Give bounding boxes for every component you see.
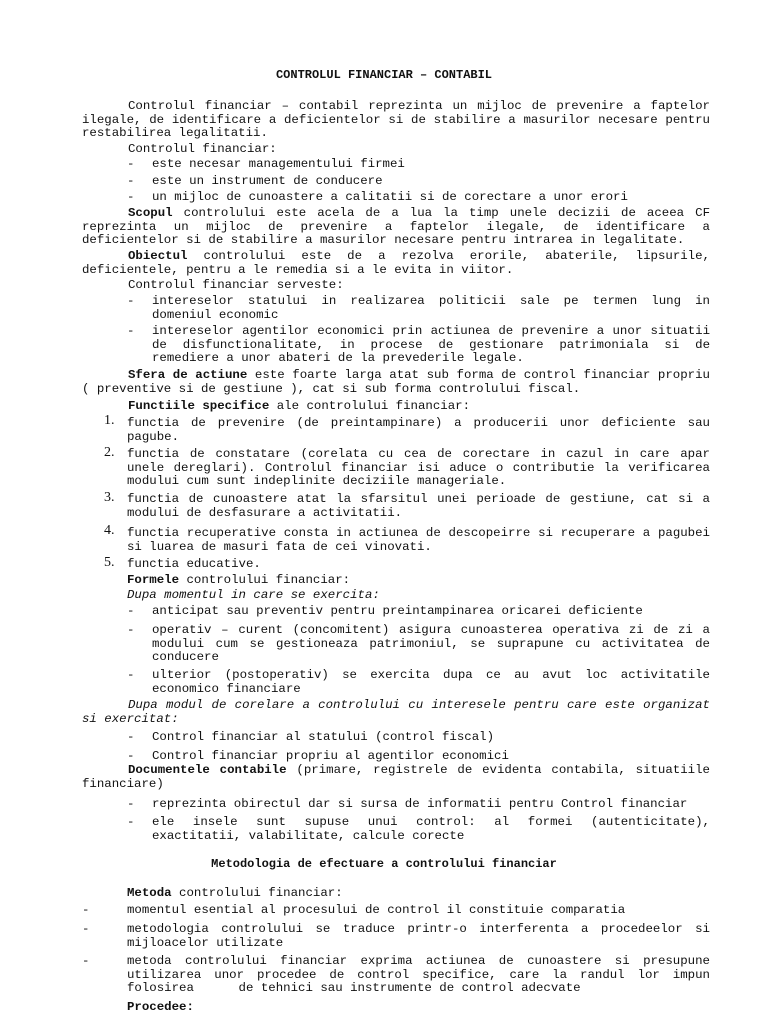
dupa-moment-label (127, 589, 710, 603)
dupa-modul-text: Dupa modul de corelare a controlului cu interesele pentru care este organizat si exercitat: (82, 698, 710, 726)
functiile-text: ale controlului financiar: (269, 399, 471, 413)
metoda-term: Metoda (127, 886, 172, 900)
list-item: intereselor agentilor economici prin actiunea de prevenire a unor situatii de disfunctionalitate, in procese de gestionare patrimoniala si de remediere a unor abateri de la prevederile legale. (152, 324, 710, 366)
sfera-text: este foarte larga atat sub forma de control financiar propriu ( preventive si de gestiune ), cat si sub forma controlului fiscal. (82, 368, 710, 396)
numbered-item: functia educative. (127, 557, 261, 571)
list-number: 2. (104, 445, 115, 460)
numbered-item: functia de prevenire (de preintampinare) a producerii unor deficiente sau pagube. (127, 416, 710, 444)
sfera-paragraph (82, 369, 710, 396)
bullet-marker: - (127, 749, 135, 763)
bullet-marker: - (127, 324, 135, 338)
list-item: un mijloc de cunoastere a calitatii si de corectare a unor erori (152, 190, 628, 204)
sfera-term: Sfera de actiune (128, 368, 248, 382)
bullet-marker: - (127, 294, 135, 308)
bullet-marker: - (82, 903, 90, 917)
obiectul-text: controlului este de a rezolva erorile, abaterile, lipsurile, deficientele, pentru a le remedia si a le evita in viitor. (82, 249, 710, 277)
scopul-term: Scopul (128, 206, 173, 220)
list-item: Control financiar al statului (control fiscal) (152, 730, 495, 744)
documentele-paragraph (82, 764, 710, 791)
list-number: 5. (104, 555, 115, 570)
metoda-label (127, 887, 710, 901)
formele-term: Formele (127, 573, 180, 587)
list-item: intereselor statului in realizarea politicii sale pe termen lung in domeniul economic (152, 294, 710, 322)
bullet-marker: - (127, 174, 135, 188)
procedee-term: Procedee: (127, 1000, 194, 1014)
list-number: 4. (104, 523, 115, 538)
list-item: este necesar managementului firmei (152, 157, 405, 171)
dupa-moment-text: Dupa momentul in care se exercita: (127, 588, 380, 602)
procedee-label (127, 1001, 710, 1015)
list-item: operativ – curent (concomitent) asigura cunoasterea operativa zi de zi a modului cum se gestioneaza patrimoniul, se suprapune cu activitatea de conducere (152, 623, 710, 665)
bullet-marker: - (127, 604, 135, 618)
list-number: 1. (104, 413, 115, 428)
numbered-item: functia de cunoastere atat la sfarsitul unei perioade de gestiune, cat si a modului de desfasurare a activitatii. (127, 492, 710, 520)
numbered-item: functia de constatare (corelata cu cea de corectare in cazul in care apar unele dereglari). Controlul financiar isi aduce o contributie la verificarea modului cum sunt indeplinite deciziile manageriale. (127, 447, 710, 489)
bullet-marker: - (82, 922, 90, 936)
serveste-label: Controlul financiar serveste: (128, 278, 344, 292)
documentele-text: (primare, registrele de evidenta contabila, situatiile financiare) (82, 763, 710, 791)
bullet-marker: - (127, 797, 135, 811)
list-item: metodologia controlului se traduce printr-o interferenta a procedeelor si mijloacelor utilizate (127, 922, 710, 950)
section-title: Metodologia de efectuare a controlului financiar (211, 857, 557, 871)
dupa-modul-paragraph (82, 699, 710, 726)
list-item: anticipat sau preventiv pentru preintampinarea oricarei deficiente (152, 604, 643, 618)
list-item: este un instrument de conducere (152, 174, 383, 188)
formele-label (127, 574, 710, 588)
scopul-paragraph (82, 207, 710, 248)
list-item: momentul esential al procesului de control il constituie comparatia (127, 903, 626, 917)
scopul-text: controlului este acela de a lua la timp unele decizii de aceea CF reprezinta un mijloc de prevenire a faptelor ilegale, de identificare a deficientelor si de stabilire a masurilor necesare pentru intrarea in legalitate. (82, 206, 710, 248)
list-number: 3. (104, 490, 115, 505)
list-item: metoda controlului financiar exprima actiunea de cunoastere si presupune utilizarea unor procedee de control specifice, care la randul lor impun folosirea de tehnici sau instrumente de control adecvate (127, 954, 718, 996)
bullet-marker: - (127, 730, 135, 744)
bullet-marker: - (127, 623, 135, 637)
bullet-marker: - (82, 954, 90, 968)
bullet-marker: - (127, 190, 135, 204)
bullet-marker: - (127, 815, 135, 829)
formele-text: controlului financiar: (179, 573, 351, 587)
bullet-marker: - (127, 157, 135, 171)
obiectul-term: Obiectul (128, 249, 188, 263)
bullet-marker: - (127, 668, 135, 682)
list-item: reprezinta obirectul dar si sursa de informatii pentru Control financiar (152, 797, 688, 811)
functiile-term: Functiile specifice (128, 399, 270, 413)
metoda-text: controlului financiar: (171, 886, 343, 900)
cf-label: Controlul financiar: (128, 142, 277, 156)
documentele-term: Documentele contabile (128, 763, 287, 777)
list-item: ulterior (postoperativ) se exercita dupa ce au avut loc activitatile economico financiare (152, 668, 710, 696)
document-title: CONTROLUL FINANCIAR – CONTABIL (275, 68, 493, 82)
functiile-label (82, 400, 710, 414)
numbered-item: functia recuperative consta in actiunea de descopeirre si recuperare a pagubei si luarea de masuri fata de cei vinovati. (127, 526, 710, 554)
list-item: ele insele sunt supuse unui control: al formei (autenticitate), exactitatii, valabilitate, calcule corecte (152, 815, 710, 843)
intro-paragraph: Controlul financiar – contabil reprezinta un mijloc de prevenire a faptelor ilegale, de identificare a deficientelor si de stabilire a masurilor necesare pentru restabilirea legalitatii. (82, 99, 710, 141)
obiectul-paragraph (82, 250, 710, 277)
list-item: Control financiar propriu al agentilor economici (152, 749, 509, 763)
